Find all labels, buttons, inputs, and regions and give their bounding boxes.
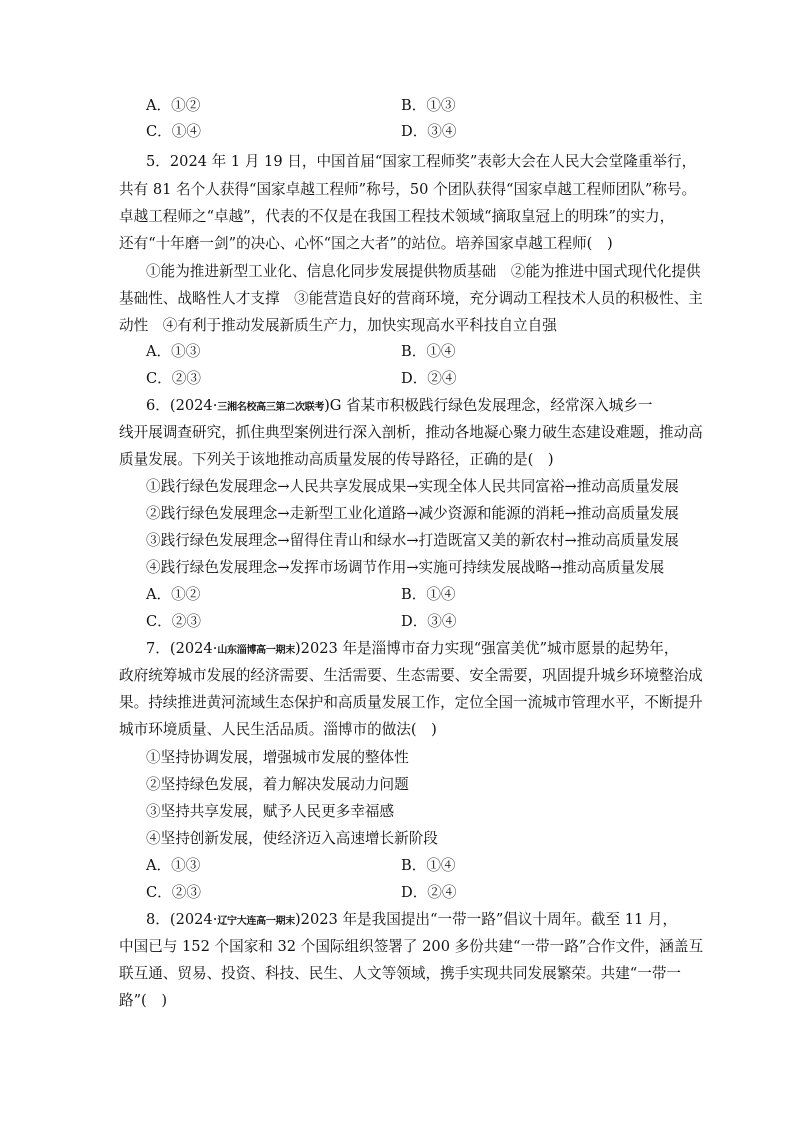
- option-a: A．①③: [146, 343, 201, 360]
- option-b: B．①④: [401, 857, 456, 874]
- question-number: 6．(2024·: [146, 397, 218, 414]
- question-5-text: 5．2024 年 1 月 19 日，中国首届“国家工程师奖”表彰大会在人民大会堂隆重举行，: [146, 153, 697, 170]
- question-5-statements: 动性 ④有利于推动发展新质生产力，加快实现高水平科技自立自强: [119, 317, 557, 334]
- option-c: C．①④: [146, 123, 201, 140]
- option-d: D．②④: [401, 884, 457, 901]
- question-6-text: [146, 396, 653, 418]
- question-source: 山东淄博高一期末: [217, 645, 295, 656]
- question-7-text: [146, 639, 678, 661]
- question-source: 辽宁大连高一期末: [217, 916, 295, 927]
- option-b: B．①③: [401, 97, 456, 114]
- option-c: C．②③: [146, 613, 201, 630]
- option-d: D．③④: [401, 613, 457, 630]
- option-b: B．①④: [401, 586, 456, 603]
- option-c: C．②③: [146, 370, 201, 387]
- question-6-statement: ③践行绿色发展理念→留得住青山和绿水→打造既富又美的新农村→推动高质量发展: [146, 532, 679, 549]
- question-stem: )2023 年是我国提出“一带一路”倡议十周年。截至 11 月，: [294, 911, 678, 928]
- option-d: D．②④: [401, 370, 457, 387]
- question-6-text: 线开展调查研究，抓住典型案例进行深入剖析，推动各地凝心聚力破生态建设难题，推动高: [119, 424, 703, 441]
- question-stem: )G 省某市积极践行绿色发展理念，经常深入城乡一: [324, 397, 653, 414]
- question-7-text: 政府统筹城市发展的经济需要、生活需要、生态需要、安全需要，巩固提升城乡环境整治成: [119, 667, 703, 684]
- option-a: A．①②: [146, 97, 201, 114]
- question-5-text: 还有“十年磨一剑”的决心、心怀“国之大者”的站位。培养国家卓越工程师( ): [119, 235, 613, 252]
- option-b: B．①④: [401, 343, 456, 360]
- question-number: 8．(2024·: [146, 911, 218, 928]
- question-7-statement: ③坚持共享发展，赋予人民更多幸福感: [146, 803, 395, 820]
- question-6-statement: ②践行绿色发展理念→走新型工业化道路→减少资源和能源的消耗→推动高质量发展: [146, 505, 679, 522]
- question-8-text: 联互通、贸易、投资、科技、民生、人文等领域，携手实现共同发展繁荣。共建“一带一: [119, 965, 682, 982]
- question-stem: )2023 年是淄博市奋力实现“强富美优”城市愿景的起势年，: [294, 640, 679, 657]
- question-5-text: 共有 81 名个人获得“国家卓越工程师”称号，50 个团队获得“国家卓越工程师团队”称号。: [119, 181, 697, 198]
- question-6-statement: ④践行绿色发展理念→发挥市场调节作用→实施可持续发展战略→推动高质量发展: [146, 559, 665, 576]
- question-7-text: 果。持续推进黄河流域生态保护和高质量发展工作，定位全国一流城市管理水平，不断提升: [119, 694, 703, 711]
- option-a: A．①③: [146, 857, 201, 874]
- question-6-text: 质量发展。下列关于该地推动高质量发展的传导路径，正确的是( ): [119, 451, 554, 468]
- question-5-text: 卓越工程师之“卓越”，代表的不仅是在我国工程技术领域“摘取皇冠上的明珠”的实力，: [119, 208, 675, 225]
- option-c: C．②③: [146, 884, 201, 901]
- question-number: 7．(2024·: [146, 640, 218, 657]
- option-d: D．③④: [401, 123, 457, 140]
- question-7-text: 城市环境质量、人民生活品质。淄博市的做法( ): [119, 721, 437, 738]
- question-8-text: 中国已与 152 个国家和 32 个国际组织签署了 200 多份共建“一带一路”合作文件，涵盖互: [119, 938, 704, 955]
- question-8-text: [146, 910, 677, 932]
- question-source: 三湘名校高三第二次联考: [217, 402, 325, 413]
- question-7-statement: ①坚持协调发展，增强城市发展的整体性: [146, 749, 409, 766]
- question-7-statement: ④坚持创新发展，使经济迈入高速增长新阶段: [146, 830, 438, 847]
- question-7-statement: ②坚持绿色发展，着力解决发展动力问题: [146, 776, 409, 793]
- question-5-statements: ①能为推进新型工业化、信息化同步发展提供物质基础 ②能为推进中国式现代化提供: [146, 263, 701, 280]
- question-6-statement: ①践行绿色发展理念→人民共享发展成果→实现全体人民共同富裕→推动高质量发展: [146, 478, 679, 495]
- option-a: A．①②: [146, 586, 201, 603]
- question-8-text: 路”( ): [119, 992, 168, 1009]
- question-5-statements: 基础性、战略性人才支撑 ③能营造良好的营商环境，充分调动工程技术人员的积极性、主: [119, 290, 703, 307]
